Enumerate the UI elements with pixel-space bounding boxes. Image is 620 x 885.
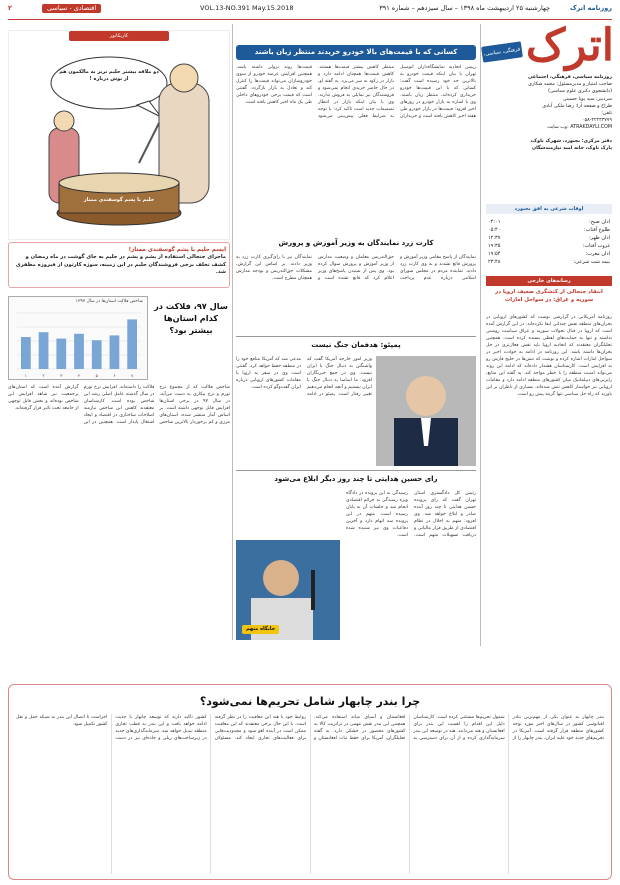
masthead-line: وب سایت: ATRAKDAYLI.COM xyxy=(547,125,612,131)
hedayati-body: رئیس کل دادگستری استان تهران گفت که رای پرونده حسین هدایتی تا چند روز آینده صادر و ابلاغ خواهد شد. وی افزود: متهم به اخلال در نظام اقتصادی از طریق فرار مالیاتی و دریافت تسهیلات متهم است. رسیدگی به این پرونده در دادگاه ویژه رسیدگی به جرائم اقتصادی انجام شد و جلسات آن به پایان رسیده است. متهم در این پرونده سه اتهام دارد و آخرین دفاعیات وی نیز شنیده شده است. xyxy=(346,491,476,538)
prayer-times-table xyxy=(488,218,610,270)
bottom-headline: چرا بندر چابهار شامل تحریم‌ها نمی‌شود؟ xyxy=(199,695,421,708)
prayer-time: ۱۹:۳۵ xyxy=(488,243,501,249)
chart-tick-label: ۶ xyxy=(113,373,116,378)
column-divider xyxy=(232,24,233,640)
masthead-line: دفتر مرکزی: بجنورد، شهرک ناوک، xyxy=(530,138,612,144)
chart-bar xyxy=(127,319,137,369)
hedayati-headline: رای حسین هدایتی تا چند روز دیگر ابلاغ می‌شود xyxy=(274,475,438,483)
column-divider xyxy=(480,24,481,646)
separator xyxy=(236,470,476,471)
prayer-name: اذان ظهر: xyxy=(589,235,610,241)
masthead-line: ۰۵۸-۳۲۲۳۳۷۷۹ xyxy=(581,118,612,124)
header-rule xyxy=(8,19,612,20)
masthead-info xyxy=(486,74,612,198)
chart-title: شاخص فلاکت استان‌ها در سال ۱۳۹۷ xyxy=(75,299,143,304)
cartoon-caption xyxy=(8,242,230,288)
chart-bar xyxy=(92,340,102,369)
photo-badge: جایگاه متهم xyxy=(242,625,279,634)
cars-headline: کسانی که با قیمت‌های بالا خودرو خریدند منتظر زیان باشند xyxy=(236,45,476,60)
prayer-time: ۱۹:۵۴ xyxy=(488,251,501,257)
chart-tick-label: ۲ xyxy=(42,373,45,378)
masthead-logo xyxy=(482,20,614,73)
masthead-line: سردبیر: سید پویا حسینی xyxy=(562,96,612,102)
chart-bar xyxy=(21,337,31,369)
prayer-time: ۰۵:۴۰ xyxy=(488,227,501,233)
chart-tick-label: ۴ xyxy=(77,373,81,378)
masthead-line: طراح و صفحه آرا: رضا ملکی آبادی xyxy=(542,103,612,109)
cartoon-kicker: کاریکاتور xyxy=(69,31,169,41)
chart-bar xyxy=(74,334,84,369)
prayer-row xyxy=(488,250,610,258)
masthead-line: (دانشجوی دکتری علوم سیاسی) xyxy=(548,89,612,95)
unemployment-headline: سال ۹۷، فلاکت در کدام استان‌ها بیشتر بود؟ xyxy=(154,301,228,335)
pompeo-body: وزیر امور خارجه آمریکا گفت که واشنگتن به دنبال جنگ با ایران نیست. وی در جمع خبرنگاران افزود: ما اساسا به دنبال جنگ با ایران نیستیم و آنچه انجام می‌دهیم تغییر رفتار است. پمپئو در ادامه مدعی شد که آمریکا منافع خود را در منطقه حفظ خواهد کرد. گفتنی است وی در سفر به اروپا با مقامات کشورهای اروپایی درباره ایران گفت‌وگو کرده است. xyxy=(236,357,372,397)
chart-tick-label: ۱ xyxy=(24,373,27,378)
prayer-time: ۲۳:۴۸ xyxy=(488,259,501,265)
cartoon-pot-label: حلیم با پشم گوسفندی ممتاز xyxy=(83,197,155,203)
prayer-time: ۱۲:۳۷ xyxy=(488,235,501,241)
volume-line: VOL.13-NO.391 May.15.2018 xyxy=(200,4,294,12)
section-label: اقتصادی - سیاسی xyxy=(42,4,101,13)
cartoon-bubble-text: دو ملاقه بیشتر حلیم نریز به مالکمون هم از نوش درباره ! xyxy=(59,69,159,82)
cartoon-frame xyxy=(8,30,230,240)
chart-tick-label: ۵ xyxy=(95,373,98,378)
masthead-line: صاحب امتیاز و مدیرمسئول: محمد شکاری xyxy=(528,82,612,88)
chart-bar xyxy=(56,339,66,369)
sidebar-body: روزنامه آمریکایی در گزارشی نوشت که کشورهای اروپایی در بحران‌های منطقه نقش چندانی ایفا نکرده‌اند. در این گزارش آمده است که اروپا در قبال تحولات سوریه و عراق سیاست روشنی نداشته و تنها به حمایت‌های لفظی بسنده کرده است. همچنین تحلیلگران معتقدند که اتحادیه اروپا باید نقش فعال‌تری در حل بحران‌ها داشته باشد. این روزنامه در ادامه به حوادث اخیر در سواحل امارات اشاره کرده و نوشت که تنش‌ها در خلیج فارس رو به افزایش است. کارشناسان هشدار داده‌اند که ادامه این روند می‌تواند امنیت منطقه را با خطر مواجه کند. به گفته این منابع، رایزنی‌های دیپلماتیک میان کشورهای منطقه ادامه دارد و مقامات اروپایی نیز خواستار کاهش تنش شده‌اند. بسیاری از ناظران بر این باورند که راه حل سیاسی تنها گزینه پیش رو است. xyxy=(486,315,612,397)
hedayati-photo xyxy=(236,540,340,640)
date-line: چهارشنبه ۲۵ اردیبهشت ماه ۱۳۹۸ – سال سیزدهم – شماره ۳۹۱ xyxy=(379,4,550,12)
kart-body: نمایندگان از پاسخ مقامی وزیر آموزش و پرورش قانع نشدند و به وی کارت زرد دادند. نماینده مردم در مجلس شورای اسلامی درباره عدم پرداخت حق‌التدریس معلمان و وضعیت مدارس از وزیر آموزش و پرورش سوال کرده بود. وی پس از شنیدن پاسخ‌های وزیر اعلام کرد که قانع نشده است و نمایندگان نیز با رای‌گیری کارت زرد به وزیر دادند. بر اساس این گزارش، مشکلات حق‌التدریس و بودجه مدارس همچنان مطرح است. xyxy=(236,255,476,281)
prayer-row xyxy=(488,226,610,234)
cartoon-caption-title: ایسم حلیم با پشم گوسفندی ممتاز! xyxy=(128,247,226,253)
cartoon-caption-body: ماجرای جنجالی استفاده از پشم و پشم در حلیم به جای گوشت در ماه رمضان و کشف تخلف برخی فروشندگان حلیم در این زمینه، سوژه کارتون از فیروزه مظفری شد. xyxy=(15,254,226,276)
prayer-name: طلوع آفتاب: xyxy=(584,227,610,233)
logo-text: اترک xyxy=(525,20,614,71)
logo-tag: فرهنگی، سیاسی، اجتماعی xyxy=(481,41,523,62)
prayer-name: نیمه شب شرعی: xyxy=(573,259,610,265)
prayer-name: اذان مغرب: xyxy=(585,251,610,257)
masthead-line: تلفن: xyxy=(601,111,612,117)
prayer-name: اذان صبح: xyxy=(589,219,610,225)
unemployment-body: شاخص فلاکت که از مجموع نرخ تورم و نرخ بیکاری به دست می‌آید، در سال ۹۷ در برخی استان‌ها افزایش قابل توجهی داشته است. بر اساس آمار منتشر شده، استان‌های مرزی و کم برخوردار بالاترین شاخص فلاکت را داشته‌اند. افزایش نرخ تورم در سال گذشته عامل اصلی رشد این شاخص بوده است. کارشناسان معتقدند کاهش این شاخص نیازمند اصلاحات ساختاری در اقتصاد و ایجاد اشتغال پایدار است. همچنین در این گزارش آمده است که استان‌های پرجمعیت نیز شاهد افزایش این شاخص بوده‌اند و بخش قابل توجهی از جامعه تحت تاثیر قرار گرفته‌اند. xyxy=(8,385,230,425)
prayer-name: غروب آفتاب: xyxy=(582,243,610,249)
chart-tick-label: ۳ xyxy=(60,373,63,378)
sidebar-kicker: رسانه‌های خارجی xyxy=(486,276,612,286)
chart-tick-label: ۷ xyxy=(131,373,134,378)
brand-label: روزنامه اترک xyxy=(569,4,612,12)
masthead-line: پارک ناوک، خانه امید نیازمندشگان xyxy=(531,145,612,151)
kart-headline: کارت زرد نمایندگان به وزیر آموزش و پرورش xyxy=(278,239,434,247)
chart-bar xyxy=(39,332,49,369)
prayer-row xyxy=(488,242,610,250)
chart-frame xyxy=(8,296,148,380)
prayer-row xyxy=(488,234,610,242)
prayer-row xyxy=(488,218,610,226)
bottom-body: بندر چابهار به عنوان یکی از مهم‌ترین بنادر اقیانوسی کشور در سال‌های اخیر مورد توجه کشورهای منطقه قرار گرفته است. آمریکا در تحریم‌های جدید خود علیه ایران، بندر چابهار را از شمول تحریم‌ها مستثنی کرده است. کارشناسان دلیل این اقدام را اهمیت این بندر برای افغانستان و هند می‌دانند. هند در توسعه این بندر سرمایه‌گذاری کرده و از آن برای دسترسی به افغانستان و آسیای میانه استفاده می‌کند. همچنین این بندر نقش مهمی در ترانزیت کالا به کشورهای محصور در خشکی دارد. به گفته تحلیلگران، آمریکا برای حفظ ثبات افغانستان و روابط خود با هند این معافیت را در نظر گرفته است. با این حال برخی معتقدند که این معافیت ممکن است در آینده لغو شود و محدودیت‌هایی برای فعالیت‌های تجاری ایجاد کند. مسئولان کشور تاکید دارند که توسعه چابهار با جدیت ادامه خواهد یافت و این بندر به قطب تجاری منطقه تبدیل خواهد شد. سرمایه‌گذاری‌های جدید در زیرساخت‌های ریلی و جاده‌ای نیز در دست اجراست تا اتصال این بندر به شبکه حمل و نقل کشور تکمیل شود. xyxy=(16,715,604,741)
chart-bar xyxy=(110,335,120,369)
header-strip xyxy=(0,4,620,18)
pompeo-photo xyxy=(376,356,476,466)
masthead-line: روزنامه سیاسی، فرهنگی، اجتماعی xyxy=(528,75,612,80)
bar-chart xyxy=(9,309,147,379)
prayer-time: ۰۴:۰۱ xyxy=(488,219,501,225)
pompeo-headline: پمپئو: هدفمان جنگ نیست xyxy=(311,341,401,349)
cars-body: رییس اتحادیه نمایشگاه‌داران اتومبیل تهران با بیان اینکه قیمت خودرو به بالاترین حد خود رسیده است گفت: کسانی که با این قیمت‌ها خودرو خریداری کرده‌اند، منتظر زیان باشند. وی با اشاره به بازار خودرو در روزهای اخیر افزود: قیمت‌ها در بازار خودرو طی هفته اخیر کاهش یافته است و خریداران منتظر کاهش بیشتر قیمت‌ها هستند. کاهش قیمت‌ها همچنان ادامه دارد و بازار در رکود به سر می‌برد. به گفته او، در حال حاضر خریدی انجام نمی‌شود و فروشندگان نیز تمایلی به فروش ندارند. وی با بیان اینکه بازار در انتظار تصمیمات جدید است تاکید کرد: با توجه به شرایط فعلی پیش‌بینی می‌شود قیمت‌ها روند نزولی داشته باشد. همچنین افزایش عرضه خودرو از سوی خودروسازان می‌تواند قیمت‌ها را کنترل کند و تعادل به بازار بازگردد. گفتنی است که قیمت برخی خودروهای داخلی طی یک ماه اخیر کاهش یافته است. xyxy=(236,65,476,119)
prayer-row xyxy=(488,258,610,266)
prayer-title: اوقات شرعی به افق بجنورد xyxy=(486,204,612,214)
sidebar-headline: انتقاد جنجالی از کنشگری ضعیف اروپا در سوریه و عراق: در سواحل امارات xyxy=(495,289,603,303)
portrait-image xyxy=(376,356,476,466)
separator xyxy=(236,336,476,337)
page-number: ۲ xyxy=(8,4,12,12)
